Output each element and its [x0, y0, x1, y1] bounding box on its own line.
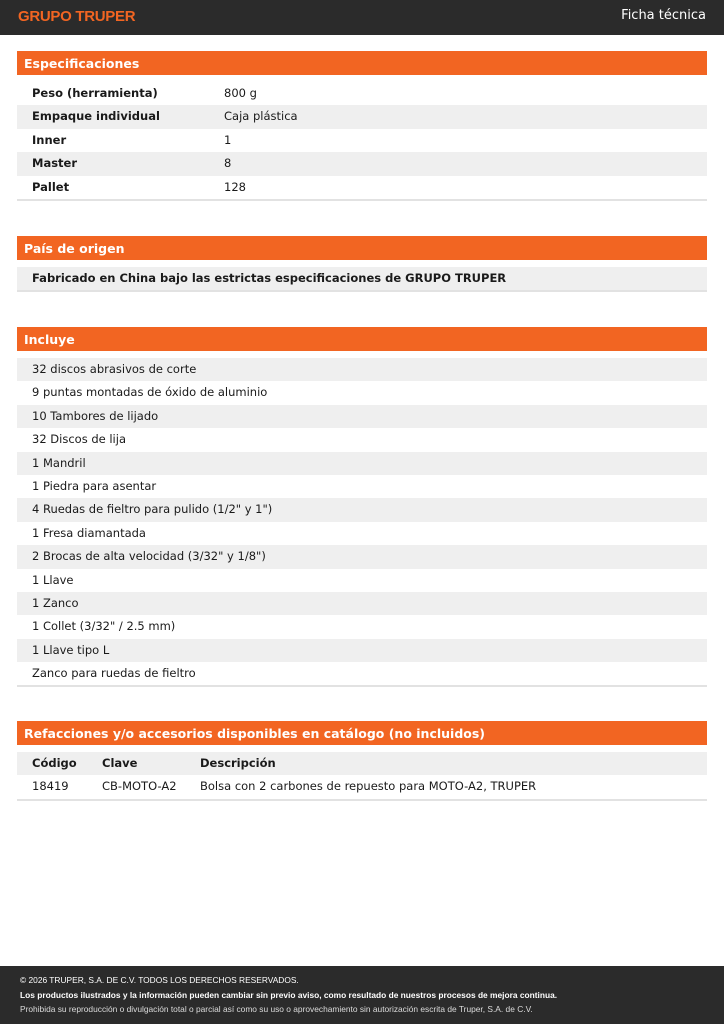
list-item: [17, 452, 707, 475]
spec-label: Empaque individual: [32, 109, 160, 124]
spec-value: 8: [224, 156, 232, 171]
spec-row: [17, 152, 707, 175]
col-header-desc: Descripción: [200, 756, 276, 770]
spec-value: 800 g: [224, 86, 257, 100]
item-text: 9 puntas montadas de óxido de aluminio: [32, 385, 268, 400]
spec-row: [17, 105, 707, 128]
specs-title: Especificaciones: [17, 51, 707, 75]
spec-label: Inner: [32, 132, 67, 147]
list-item: [17, 405, 707, 428]
spec-value: Caja plástica: [224, 109, 298, 124]
part-code: 18419: [32, 779, 69, 794]
item-text: 1 Piedra para asentar: [32, 478, 157, 493]
list-item: [17, 522, 707, 545]
col-header-key: Clave: [102, 756, 138, 770]
brand-logo: GRUPO TRUPER: [18, 8, 136, 25]
parts-section: [17, 721, 707, 801]
table-row: [17, 775, 707, 798]
spec-value: 1: [224, 132, 232, 147]
item-text: 1 Mandril: [32, 455, 86, 470]
item-text: 1 Fresa diamantada: [32, 525, 146, 540]
item-text: 1 Collet (3/32" / 2.5 mm): [32, 619, 176, 634]
origin-text: Fabricado en China bajo las estrictas especificaciones de GRUPO TRUPER: [32, 271, 507, 285]
list-item: [17, 358, 707, 381]
item-text: 2 Brocas de alta velocidad (3/32" y 1/8"): [32, 549, 266, 564]
item-text: 1 Llave tipo L: [32, 642, 110, 657]
specs-table: [17, 82, 707, 201]
list-item: [17, 639, 707, 662]
part-key: CB-MOTO-A2: [102, 779, 177, 794]
item-text: 1 Llave: [32, 572, 74, 587]
includes-list: [17, 358, 707, 687]
list-item: [17, 498, 707, 521]
spec-row: [17, 82, 707, 105]
list-item: [17, 428, 707, 451]
spec-label: Pallet: [32, 179, 70, 194]
parts-table: [17, 752, 707, 801]
origin-table: [17, 267, 707, 292]
footer-notice: Los productos ilustrados y la información pueden cambiar sin previo aviso, como resultado de nuestros procesos de mejora continua.: [20, 990, 558, 1000]
parts-title: Refacciones y/o accesorios disponibles en catálogo (no incluidos): [17, 721, 707, 745]
spec-label: Peso (herramienta): [32, 86, 158, 100]
spec-row: [17, 129, 707, 152]
list-item: [17, 545, 707, 568]
includes-title: Incluye: [17, 327, 707, 351]
spec-label: Master: [32, 156, 78, 171]
item-text: 4 Ruedas de fieltro para pulido (1/2" y 1"): [32, 502, 273, 517]
list-item: [17, 475, 707, 498]
table-header-row: [17, 752, 707, 775]
list-item: [17, 662, 707, 685]
origin-section: [17, 236, 707, 292]
footer-legal: Prohibida su reproducción o divulgación total o parcial así como su uso o aprovechamiento sin autorización escrita de Truper, S.A. de C.V.: [20, 1004, 533, 1014]
document-type: Ficha técnica: [621, 8, 706, 23]
list-item: [17, 615, 707, 638]
includes-section: [17, 327, 707, 687]
footer-copyright: © 2026 TRUPER, S.A. DE C.V. TODOS LOS DERECHOS RESERVADOS.: [20, 975, 299, 985]
item-text: 32 Discos de lija: [32, 432, 126, 447]
list-item: [17, 592, 707, 615]
origin-row: [17, 267, 707, 290]
list-item: [17, 381, 707, 404]
top-bar: [0, 0, 724, 35]
col-header-code: Código: [32, 756, 77, 770]
item-text: 10 Tambores de lijado: [32, 408, 159, 423]
item-text: Zanco para ruedas de fieltro: [32, 666, 196, 681]
spec-value: 128: [224, 179, 246, 194]
specs-section: [17, 51, 707, 201]
footer: [0, 966, 724, 1024]
item-text: 1 Zanco: [32, 595, 79, 610]
list-item: [17, 569, 707, 592]
part-description: Bolsa con 2 carbones de repuesto para MOTO-A2, TRUPER: [200, 779, 537, 794]
spec-row: [17, 176, 707, 199]
item-text: 32 discos abrasivos de corte: [32, 362, 197, 376]
origin-title: País de origen: [17, 236, 707, 260]
